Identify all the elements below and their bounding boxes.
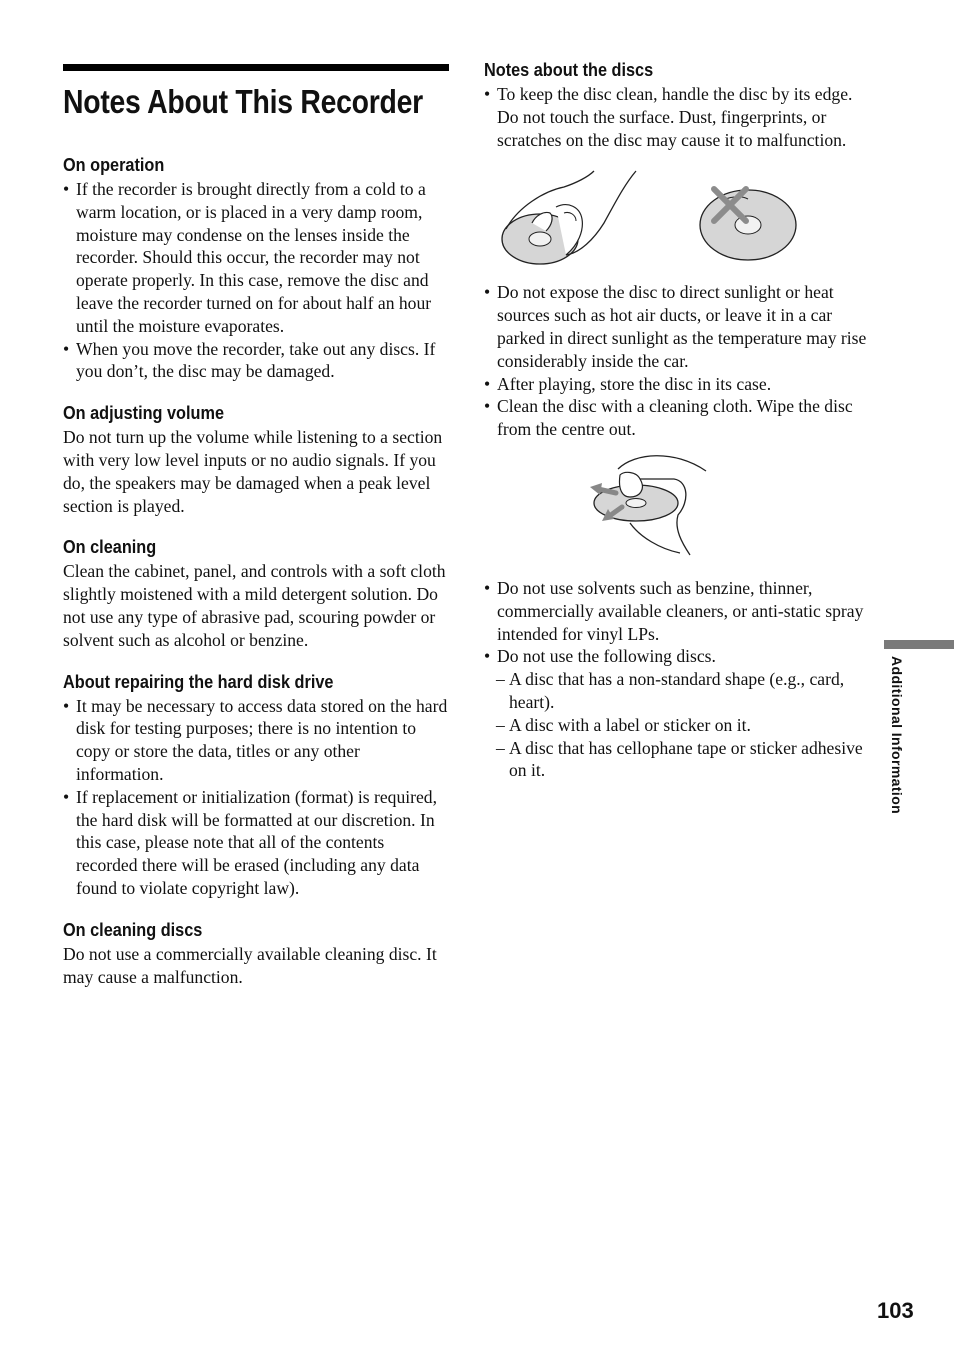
list-item: • If the recorder is brought directly from a cold to a warm location, or is placed in a very damp room, moisture may condense on the lenses inside the recorder. Should this occur, the recorder may not operate properly. In this case, remove the disc and leave the recorder turned on for about half an hour until the moisture evaporates.: [63, 178, 449, 338]
list-item: – A disc that has cellophane tape or sticker adhesive on it.: [484, 737, 869, 783]
bullet-list: [484, 577, 869, 668]
section-heading: On adjusting volume: [63, 402, 225, 424]
section-heading: On operation: [63, 154, 165, 175]
bullet-list: [484, 281, 869, 441]
list-item: – A disc that has a non-standard shape (e.g., card, heart).: [484, 668, 869, 714]
list-item: • Do not expose the disc to direct sunlight or heat sources such as hot air ducts, or leave it in a car parked in direct sunlight as the temperature may rise considerably inside the car.: [484, 281, 869, 372]
bullet-list: [63, 178, 449, 383]
right-column: [484, 58, 869, 782]
list-item: • After playing, store the disc in its case.: [484, 373, 869, 396]
bullet-list: [63, 695, 449, 900]
section-heading: On cleaning: [63, 536, 157, 558]
list-item: • When you move the recorder, take out any discs. If you don’t, the disc may be damaged.: [63, 338, 449, 384]
paragraph: Do not use a commercially available cleaning disc. It may cause a malfunction.: [63, 943, 437, 987]
list-item: – A disc with a label or sticker on it.: [484, 714, 869, 737]
page-title: Notes About This Recorder: [63, 83, 423, 120]
page-number: 103: [877, 1298, 914, 1323]
hand-holding-disc-illustration: [484, 161, 869, 271]
section-heading: About repairing the hard disk drive: [63, 670, 334, 692]
bullet-list: [484, 83, 869, 151]
list-item: • Clean the disc with a cleaning cloth. Wipe the disc from the centre out.: [484, 395, 869, 441]
left-column: [63, 64, 449, 988]
paragraph: Do not turn up the volume while listening to a section with very low level inputs or no audio signals. If you do, the speakers may be damaged when a peak level section is played.: [63, 427, 443, 516]
section-repairing-hdd: [63, 670, 449, 900]
title-rule: [63, 64, 449, 71]
section-on-operation: [63, 153, 449, 383]
paragraph: Clean the cabinet, panel, and controls with a soft cloth slightly moistened with a mild detergent solution. Do not use any type of abrasive pad, scouring powder or solvent such as alcohol or benzine.: [63, 561, 446, 650]
list-item: • It may be necessary to access data stored on the hard disk for testing purposes; there is no intention to copy or store the data, titles or any other information.: [63, 695, 449, 786]
disc-cleaning-illustration: [484, 445, 869, 563]
section-adjusting-volume: [63, 401, 449, 517]
disc-cleaning-illustration-wrap: [484, 445, 869, 563]
section-heading: Notes about the discs: [484, 59, 654, 80]
section-heading: On cleaning discs: [63, 918, 203, 940]
section-cleaning-discs: [63, 918, 449, 989]
dash-list: [484, 668, 869, 782]
section-on-cleaning: [63, 535, 449, 651]
list-item: • To keep the disc clean, handle the disc by its edge. Do not touch the surface. Dust, fingerprints, or scratches on the disc may cause it to malfunction.: [484, 83, 869, 151]
list-item: • If replacement or initialization (format) is required, the hard disk will be formatted at our discretion. In this case, please note that all of the contents recorded there will be erased (including any data found to violate copyright law).: [63, 786, 449, 900]
side-section-label: Additional Information: [889, 656, 905, 815]
side-tab-marker: [884, 640, 954, 649]
disc-handling-illustrations: [484, 161, 869, 271]
list-item: • Do not use the following discs.: [484, 645, 869, 668]
list-item: • Do not use solvents such as benzine, thinner, commercially available cleaners, or anti-static spray intended for vinyl LPs.: [484, 577, 869, 645]
